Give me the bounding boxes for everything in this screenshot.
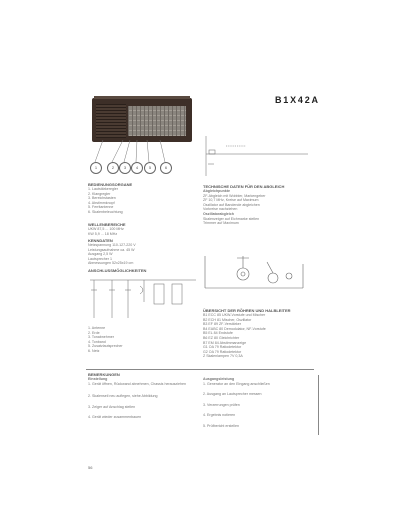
remarks-heading: BEMERKUNGEN (88, 372, 120, 377)
callout-6: 6 (160, 162, 172, 174)
list-item: ZF-Abgleich mit Wobbler, Markengeber (203, 193, 266, 198)
list-item: Leistungsaufnahme ca. 45 W (88, 247, 135, 252)
list-item: ZF 10,7 MHz, Kreise auf Maximum (203, 198, 259, 203)
list-item: 1. Gerät öffnen, Rückwand abnehmen, Chassis herausziehen (88, 381, 187, 386)
controls-section (88, 182, 132, 215)
radio-top-edge (94, 96, 190, 99)
table-row: B1 ECC 85 UKW-Vorstufe und Mischer (203, 313, 266, 317)
callout-3: 3 (119, 162, 131, 174)
list-item: Trimmer auf Maximum (203, 221, 239, 226)
table-row: B2 ECH 81 Mischer, Oszillator (203, 317, 252, 322)
list-item: UKW 87,5 ... 100 MHz (88, 227, 124, 231)
table-row: B5 EL 84 Endstufe (203, 331, 233, 336)
list-item: Vorkreise nachziehen (203, 207, 238, 212)
page-number: 56 (88, 465, 93, 470)
connections-heading: ANSCHLUSSMÖGLICHKEITEN (88, 268, 147, 273)
data-heading: KENNDATEN (88, 238, 113, 243)
list-item: 4. Abstimmknopf (88, 200, 115, 205)
list-item: 6. Skalenbeleuchtung (88, 209, 123, 214)
table-row: B4 EABC 80 Demodulator, NF-Vorstufe (203, 326, 266, 331)
dial-string-diagram (200, 128, 312, 183)
list-item: Oszillator auf Bandende abgleichen (203, 202, 260, 207)
controls-heading: BEDIENUNGSORGANE (88, 182, 133, 187)
list-item: Ausgang 2,5 W (88, 252, 113, 257)
oscillator-subheading: Oszillatorabgleich (203, 211, 234, 216)
tubes-section (203, 308, 291, 359)
list-item: 5. Ferritantenne (88, 205, 114, 210)
margin-rule (318, 375, 319, 435)
list-item: 4. Ergebnis notieren (203, 413, 236, 418)
list-item: 1. Lautstärkeregler (88, 187, 118, 191)
table-row: B3 EF 89 ZF-Verstärker (203, 322, 241, 327)
list-item: Skalenzeiger auf Eichmarke stellen (203, 216, 260, 221)
list-item: Lautsprecher 1 (88, 256, 112, 261)
tubes-heading: ÜBERSICHT DER RÖHREN UND HALBLEITER (203, 308, 291, 313)
model-title: B1X42A (275, 95, 320, 105)
list-item: 2. Klangregler (88, 191, 111, 196)
list-item: 3. Verzerrungen prüfen (203, 402, 240, 407)
list-item: 6. Netz (88, 348, 100, 353)
connector-panel-drawing (88, 274, 198, 324)
alignment-section (203, 184, 284, 226)
section-divider (86, 369, 314, 370)
list-item: 2. Ausgang an Lautsprecher messen (203, 392, 262, 397)
callout-4: 4 (131, 162, 143, 174)
list-item: 3. Bereichstasten (88, 196, 116, 201)
list-item: 3. Tonabnehmer (88, 335, 114, 340)
table-row: B6 EZ 80 Gleichrichter (203, 335, 240, 340)
remarks-section (88, 372, 186, 420)
ranges-section (88, 222, 126, 236)
list-item: 1. Generator an den Eingang anschließen (203, 381, 270, 386)
list-item: 4. Gerät wieder zusammenbauen (88, 415, 142, 420)
alignment-heading: TECHNISCHE DATEN FÜR DEN ABGLEICH (203, 184, 285, 189)
table-row: G1 OA 79 Ratiodetektor (203, 345, 242, 350)
list-item: 4. Tonband (88, 339, 106, 344)
alignment-subheading: Abgleichpunkte (203, 189, 230, 193)
list-item: 5. Zusatzlautsprecher (88, 344, 123, 349)
table-row: G2 OA 79 Ratiodetektor (203, 349, 242, 354)
remarks-right (203, 377, 270, 429)
ranges-heading: WELLENBEREICHE (88, 222, 126, 227)
data-section (88, 238, 136, 266)
list-item: 2. Erde (88, 330, 100, 335)
list-item: 5. Prüfbericht erstellen (203, 423, 239, 428)
connections-section (88, 268, 146, 273)
remarks-left-subheading: Einstellung (88, 377, 108, 381)
list-item: 1. Antenne (88, 326, 106, 330)
table-row: Z Skalenlampen 7V 0,3A (203, 354, 243, 359)
tuning-scale (128, 106, 186, 136)
list-item: KW 5,9 ... 18 MHz (88, 231, 118, 236)
list-item: 3. Zeiger auf Anschlag stellen (88, 404, 136, 409)
list-item: Netzspannung 110-127-220 V (88, 243, 136, 247)
speaker-grille (96, 104, 126, 138)
connections-list (88, 326, 123, 354)
table-row: B7 EM 84 Abstimmanzeige (203, 340, 247, 345)
remarks-right-subheading: Ausgangsleistung (203, 377, 235, 381)
list-item: 2. Skalenseil neu auflegen, siehe Abbildung (88, 394, 158, 399)
callout-1: 1 (90, 162, 102, 174)
callout-5: 5 (144, 162, 156, 174)
list-item: Abmessungen 52x25x19 cm (88, 261, 134, 266)
callout-2: 2 (107, 162, 119, 174)
chassis-alignment-drawing (203, 236, 307, 302)
